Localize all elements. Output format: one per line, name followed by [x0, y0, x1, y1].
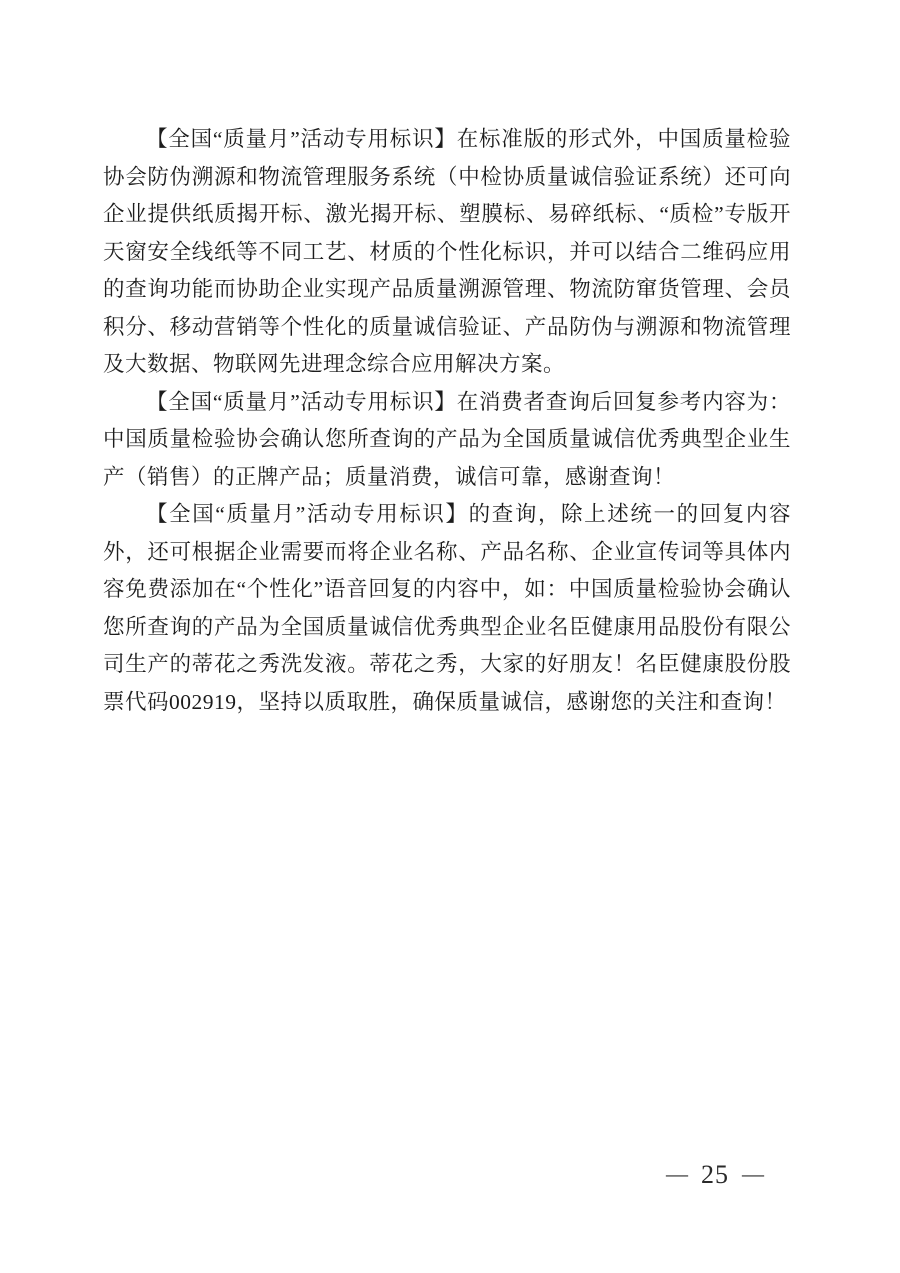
page-number-dash-left: —	[666, 1161, 688, 1186]
paragraph-1: 【全国“质量月”活动专用标识】在标准版的形式外，中国质量检验协会防伪溯源和物流管理服务系统（中检协质量诚信验证系统）还可向企业提供纸质揭开标、激光揭开标、塑膜标、易碎纸标、“质检”专版开天窗安全线纸等不同工艺、材质的个性化标识，并可以结合二维码应用的查询功能而协助企业实现产品质量溯源管理、物流防窜货管理、会员积分、移动营销等个性化的质量诚信验证、产品防伪与溯源和物流管理及大数据、物联网先进理念综合应用解决方案。	[103, 127, 791, 376]
page-number: 25	[701, 1160, 729, 1189]
page-footer	[666, 1160, 764, 1190]
document-body	[103, 121, 791, 721]
paragraph-3: 【全国“质量月”活动专用标识】的查询，除上述统一的回复内容外，还可根据企业需要而将企业名称、产品名称、企业宣传词等具体内容免费添加在“个性化”语音回复的内容中，如：中国质量检验协会确认您所查询的产品为全国质量诚信优秀典型企业名臣健康用品股份有限公司生产的蒂花之秀洗发液。蒂花之秀，大家的好朋友！名臣健康股份股票代码002919，坚持以质取胜，确保质量诚信，感谢您的关注和查询！	[103, 502, 791, 714]
page-number-dash-right: —	[742, 1161, 764, 1186]
paragraph-2: 【全国“质量月”活动专用标识】在消费者查询后回复参考内容为：中国质量检验协会确认您所查询的产品为全国质量诚信优秀典型企业生产（销售）的正牌产品；质量消费，诚信可靠，感谢查询！	[103, 389, 791, 489]
